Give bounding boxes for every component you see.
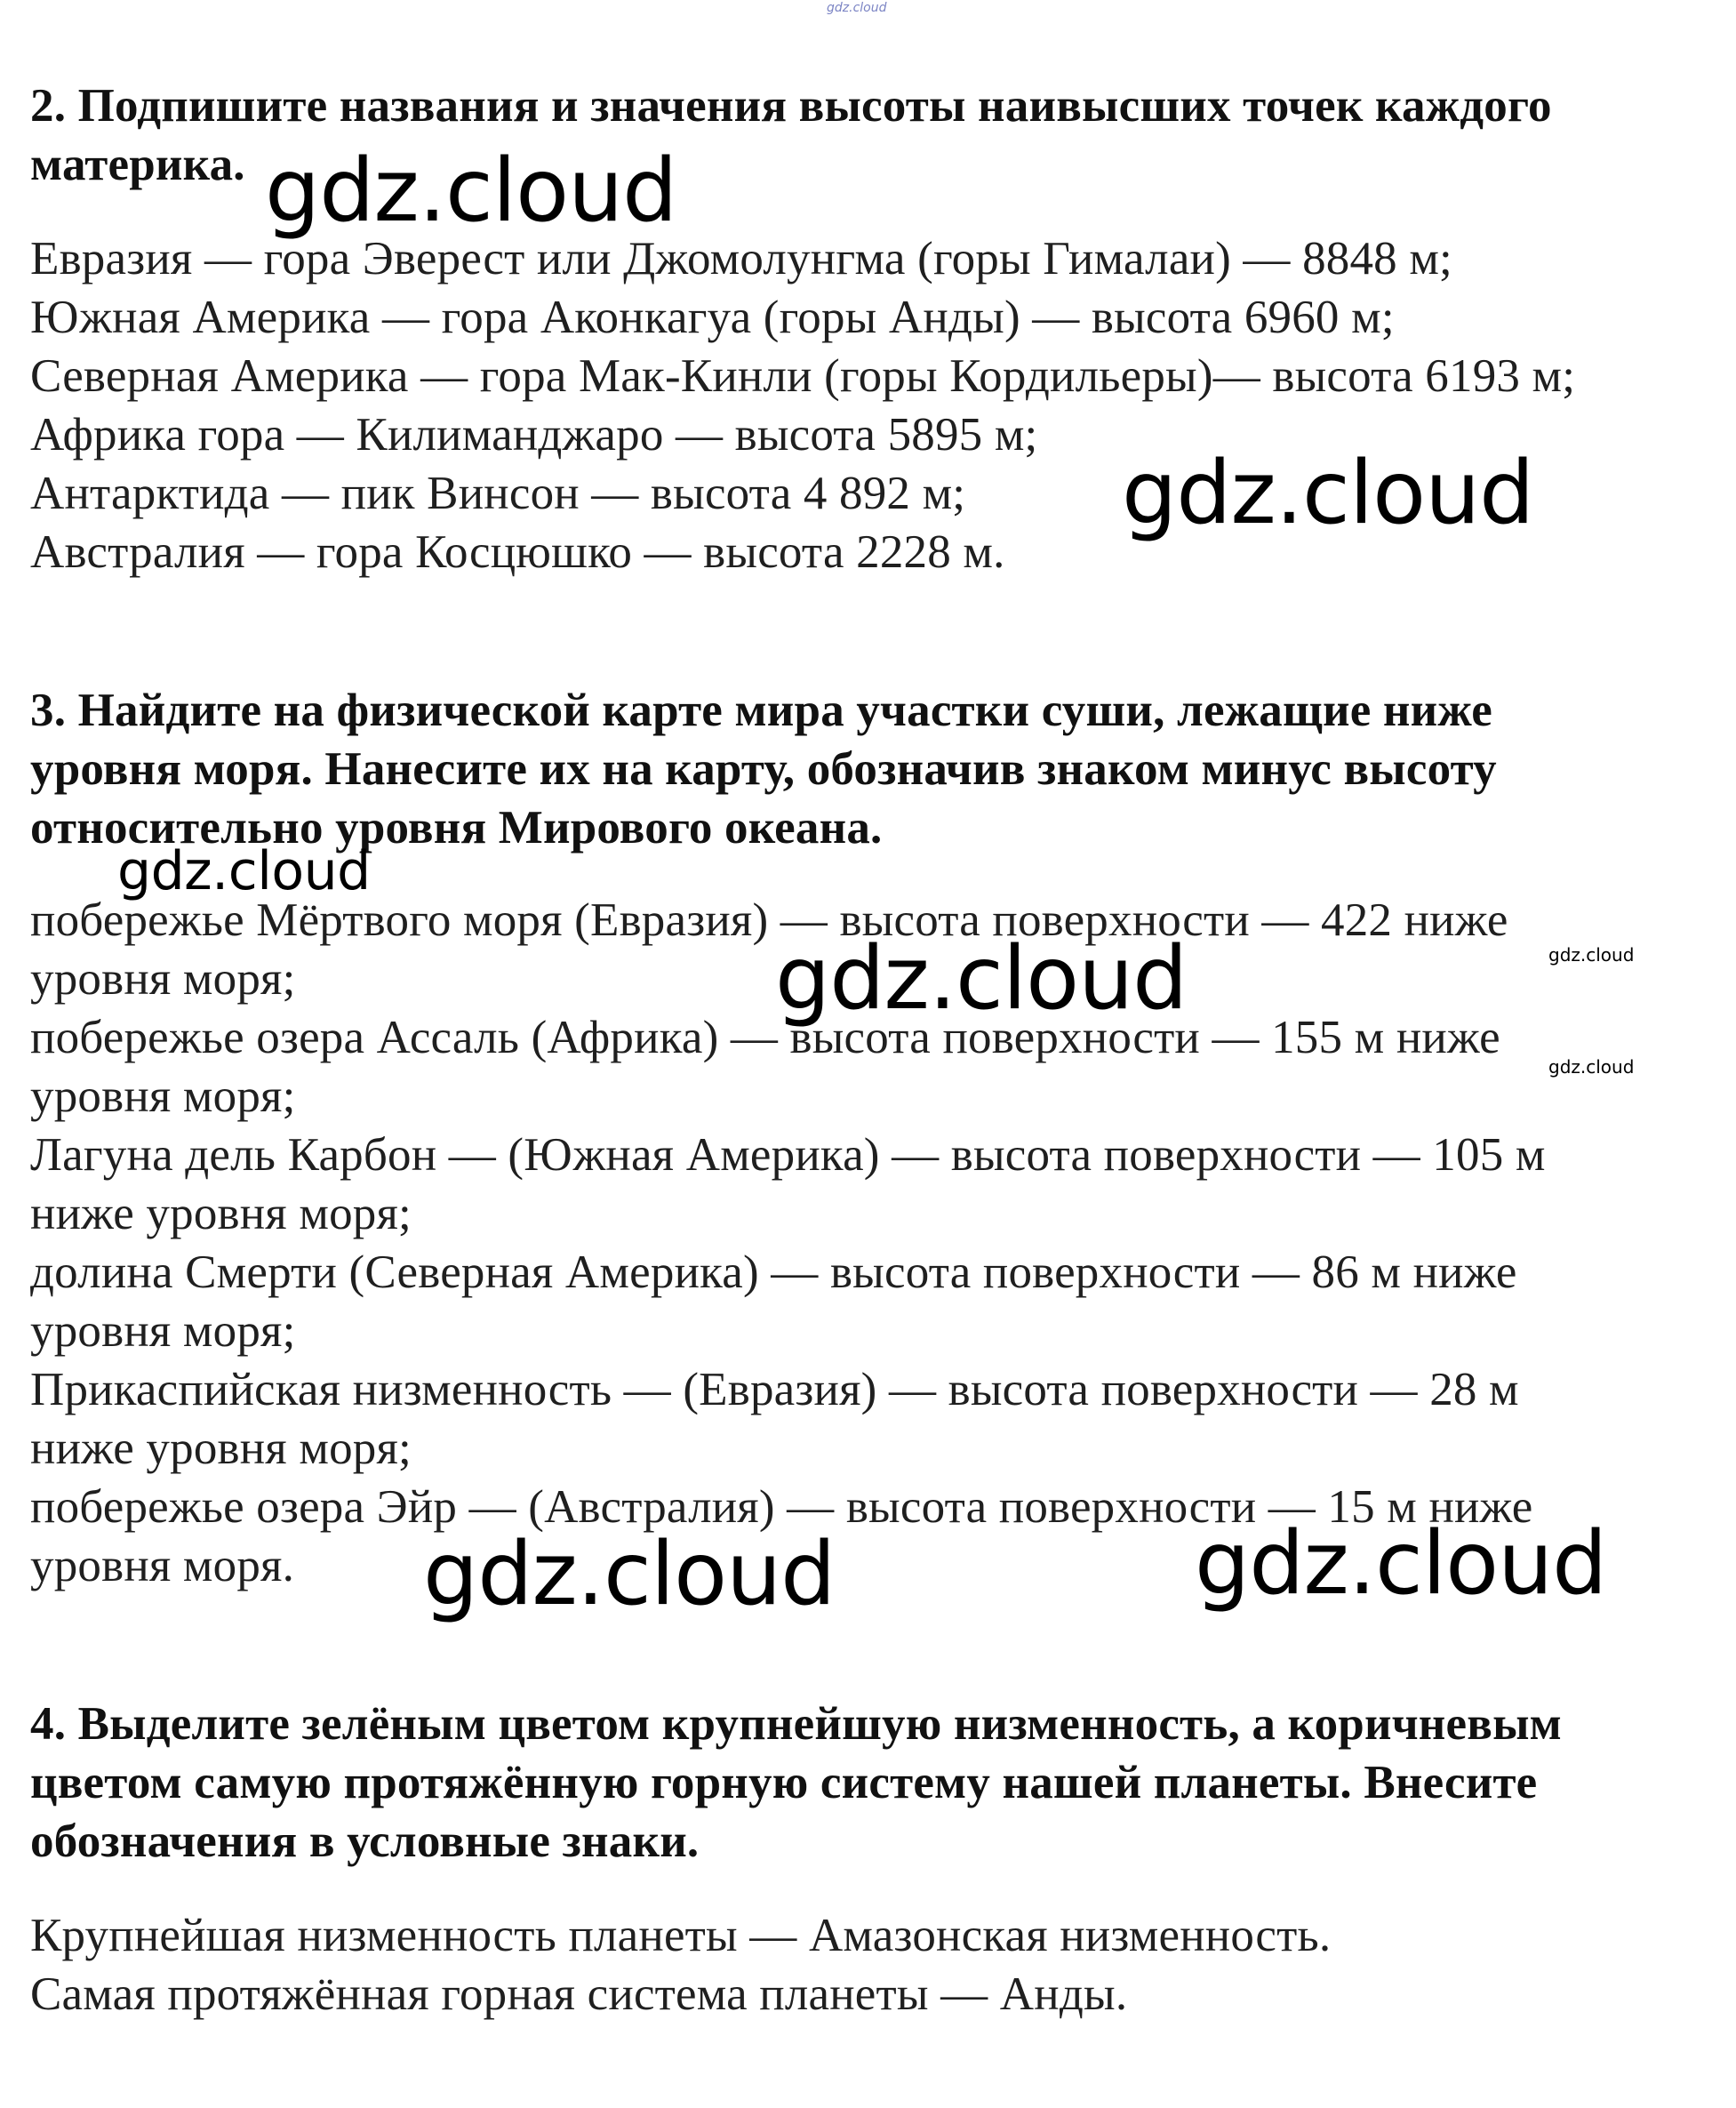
task3-answer-line-3: побережье озера Ассаль (Африка) — высота поверхности — 155 м ниже <box>30 1012 1500 1063</box>
task3-answer-line-1: побережье Мёртвого моря (Евразия) — высота поверхности — 422 ниже <box>30 894 1508 946</box>
watermark-large: gdz.cloud <box>265 140 677 242</box>
task4-question-line-2: цветом самую протяжённую горную систему нашей планеты. Внесите <box>30 1757 1538 1808</box>
task2-answer-north-america: Северная Америка — гора Мак-Кинли (горы Кордильеры)— высота 6193 м; <box>30 350 1576 402</box>
watermark-small: gdz.cloud <box>1548 944 1635 966</box>
task2-question-line-1: 2. Подпишите названия и значения высоты наивысших точек каждого <box>30 80 1552 132</box>
task3-answer-line-2: уровня моря; <box>30 953 296 1005</box>
task4-answer-line-1: Крупнейшая низменность планеты — Амазонская низменность. <box>30 1910 1332 1961</box>
task3-answer-line-10: ниже уровня моря; <box>30 1423 412 1474</box>
watermark-large: gdz.cloud <box>1195 1513 1607 1615</box>
task3-question-line-2: уровня моря. Нанесите их на карту, обозначив знаком минус высоту <box>30 743 1497 795</box>
task3-answer-line-6: ниже уровня моря; <box>30 1188 412 1239</box>
task3-answer-line-5: Лагуна дель Карбон — (Южная Америка) — высота поверхности — 105 м <box>30 1129 1546 1181</box>
task3-answer-line-12: уровня моря. <box>30 1540 295 1591</box>
task3-answer-line-8: уровня моря; <box>30 1305 296 1357</box>
task2-answer-australia: Австралия — гора Косцюшко — высота 2228 м. <box>30 526 1005 578</box>
task3-question-line-1: 3. Найдите на физической карте мира участки суши, лежащие ниже <box>30 685 1492 736</box>
task2-answer-south-america: Южная Америка — гора Аконкагуа (горы Анды) — высота 6960 м; <box>30 292 1395 343</box>
top-watermark: gdz.cloud <box>827 1 887 15</box>
task4-question-line-3: обозначения в условные знаки. <box>30 1815 700 1867</box>
task3-answer-line-7: долина Смерти (Северная Америка) — высота поверхности — 86 м ниже <box>30 1246 1517 1298</box>
watermark-small: gdz.cloud <box>1548 1056 1635 1078</box>
watermark-large: gdz.cloud <box>1122 443 1534 544</box>
task4-answer-line-2: Самая протяжённая горная система планеты — Анды. <box>30 1968 1128 2020</box>
watermark-large: gdz.cloud <box>423 1524 836 1625</box>
task3-answer-line-9: Прикаспийская низменность — (Евразия) — высота поверхности — 28 м <box>30 1364 1519 1415</box>
task2-answer-eurasia: Евразия — гора Эверест или Джомолунгма (горы Гималаи) — 8848 м; <box>30 233 1452 285</box>
task3-question-line-3: относительно уровня Мирового океана. <box>30 802 883 854</box>
task3-answer-line-4: уровня моря; <box>30 1070 296 1122</box>
task2-answer-africa: Африка гора — Килиманджаро — высота 5895 м; <box>30 409 1038 461</box>
task4-question-line-1: 4. Выделите зелёным цветом крупнейшую низменность, а коричневым <box>30 1698 1562 1750</box>
task2-answer-antarctica: Антарктида — пик Винсон — высота 4 892 м; <box>30 468 966 519</box>
task3-answer-line-11: побережье озера Эйр — (Австралия) — высота поверхности — 15 м ниже <box>30 1481 1533 1533</box>
watermark-medium: gdz.cloud <box>117 840 371 902</box>
watermark-large: gdz.cloud <box>775 928 1188 1030</box>
task2-question-line-2: материка. <box>30 139 245 190</box>
